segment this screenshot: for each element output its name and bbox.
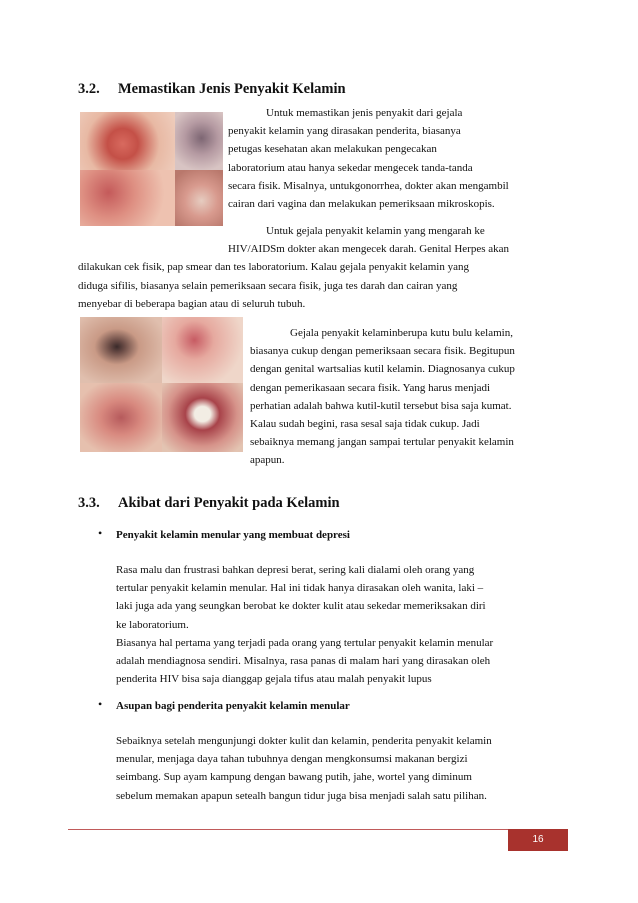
skin-lesion-photo-collage [80, 112, 223, 226]
photo-eye [80, 317, 162, 383]
paragraph-nutrition [116, 732, 566, 805]
text-line: secara fisik. Misalnya, untukgonorrhea, dokter akan mengambil [228, 179, 509, 192]
text-line: apapun. [250, 454, 285, 467]
text-line: perhatian adalah bahwa kutil-kutil tersebut bisa saja kumat. [250, 399, 512, 412]
text-line: laki juga ada yang seungkan berobat ke dokter kulit atau sekedar memeriksakan diri [116, 600, 486, 613]
bullet-icon: • [98, 697, 103, 711]
section-title-3-3: Akibat dari Penyakit pada Kelamin [118, 495, 340, 511]
text-line: ke laboratorium. [116, 618, 189, 631]
section-number-3-2: 3.2. [78, 81, 100, 97]
text-line: penderita HIV bisa saja dianggap gejala tifus atau malah penyakit lupus [116, 673, 432, 686]
text-line: laboratorium atau hanya sekedar mengecek tanda-tanda [228, 161, 473, 174]
bullet-icon: • [98, 526, 103, 540]
text-line: menular, menjaga daya tahan tubuhnya dengan mengkonsumsi makanan bergizi [116, 753, 468, 766]
paragraph-depression [116, 561, 566, 688]
text-line: cairan dari vagina dan melakukan pemeriksaan mikroskopis. [228, 198, 495, 211]
footer-rule [68, 829, 568, 830]
photo-lips-2 [162, 383, 243, 452]
text-line: penyakit kelamin yang dirasakan penderita, biasanya [228, 125, 461, 138]
photo-lesion-1 [80, 112, 175, 170]
section-number-3-3: 3.3. [78, 495, 100, 511]
photo-cheek [162, 317, 243, 383]
text-line: tertular penyakit kelamin menular. Hal ini tidak hanya dirasakan oleh wanita, laki – [116, 582, 484, 595]
paragraph-3-2-3 [250, 324, 570, 470]
text-line: HIV/AIDSm dokter akan mengecek darah. Genital Herpes akan [228, 243, 510, 256]
text-line: Kalau sudah begini, rasa sesal saja tidak cukup. Jadi [250, 418, 480, 431]
bullet-title-nutrition: Asupan bagi penderita penyakit kelamin menular [116, 700, 350, 712]
text-line: biasanya cukup dengan pemeriksaan secara fisik. Begitupun [250, 345, 515, 358]
page-number: 16 [508, 829, 568, 851]
face-lips-photo-collage [80, 317, 243, 452]
section-title-3-2: Memastikan Jenis Penyakit Kelamin [118, 81, 346, 97]
paragraph-3-2-1 [228, 104, 558, 213]
bullet-title-depression: Penyakit kelamin menular yang membuat depresi [116, 529, 350, 541]
paragraph-3-2-2 [78, 222, 568, 313]
text-line: diduga sifilis, biasanya selain pemeriksaan secara fisik, juga tes darah dan cairan yang [78, 279, 458, 292]
text-line: Gejala penyakit kelaminberupa kutu bulu kelamin, [290, 327, 513, 339]
text-line: sebaiknya memang jangan sampai tertular penyakit kelamin [250, 436, 514, 449]
photo-lips-1 [80, 383, 162, 452]
text-line: Sebaiknya setelah mengunjungi dokter kulit dan kelamin, penderita penyakit kelamin [116, 735, 492, 747]
text-line: menyebar di beberapa bagian atau di seluruh tubuh. [78, 297, 306, 310]
text-line: sebelum memakan apapun setealh bangun tidur juga bisa menjadi salah satu pilihan. [116, 789, 487, 802]
text-line: dengan genital wartsalias kutil kelamin. Diagnosanya cukup [250, 363, 515, 376]
text-line: seimbang. Sup ayam kampung dengan bawang putih, jahe, wortel yang diminum [116, 771, 472, 784]
text-line: dilakukan cek fisik, pap smear dan tes laboratorium. Kalau gejala penyakit kelamin yang [78, 261, 469, 274]
text-line: Biasanya hal pertama yang terjadi pada orang yang tertular penyakit kelamin menular [116, 636, 494, 649]
text-line: petugas kesehatan akan melakukan pengecakan [228, 143, 437, 156]
text-line: Untuk memastikan jenis penyakit dari gejala [266, 107, 463, 119]
text-line: dengan pemerikasaan secara fisik. Yang harus menjadi [250, 381, 491, 394]
text-line: adalah mendiagnosa sendiri. Misalnya, rasa panas di malam hari yang dirasakan oleh [116, 655, 491, 668]
text-line: Untuk gejala penyakit kelamin yang mengarah ke [266, 225, 485, 237]
photo-lesion-3 [80, 170, 175, 226]
photo-lesion-4 [175, 170, 223, 226]
photo-lesion-2 [175, 112, 223, 170]
text-line: Rasa malu dan frustrasi bahkan depresi berat, sering kali dialami oleh orang yang [116, 564, 475, 576]
